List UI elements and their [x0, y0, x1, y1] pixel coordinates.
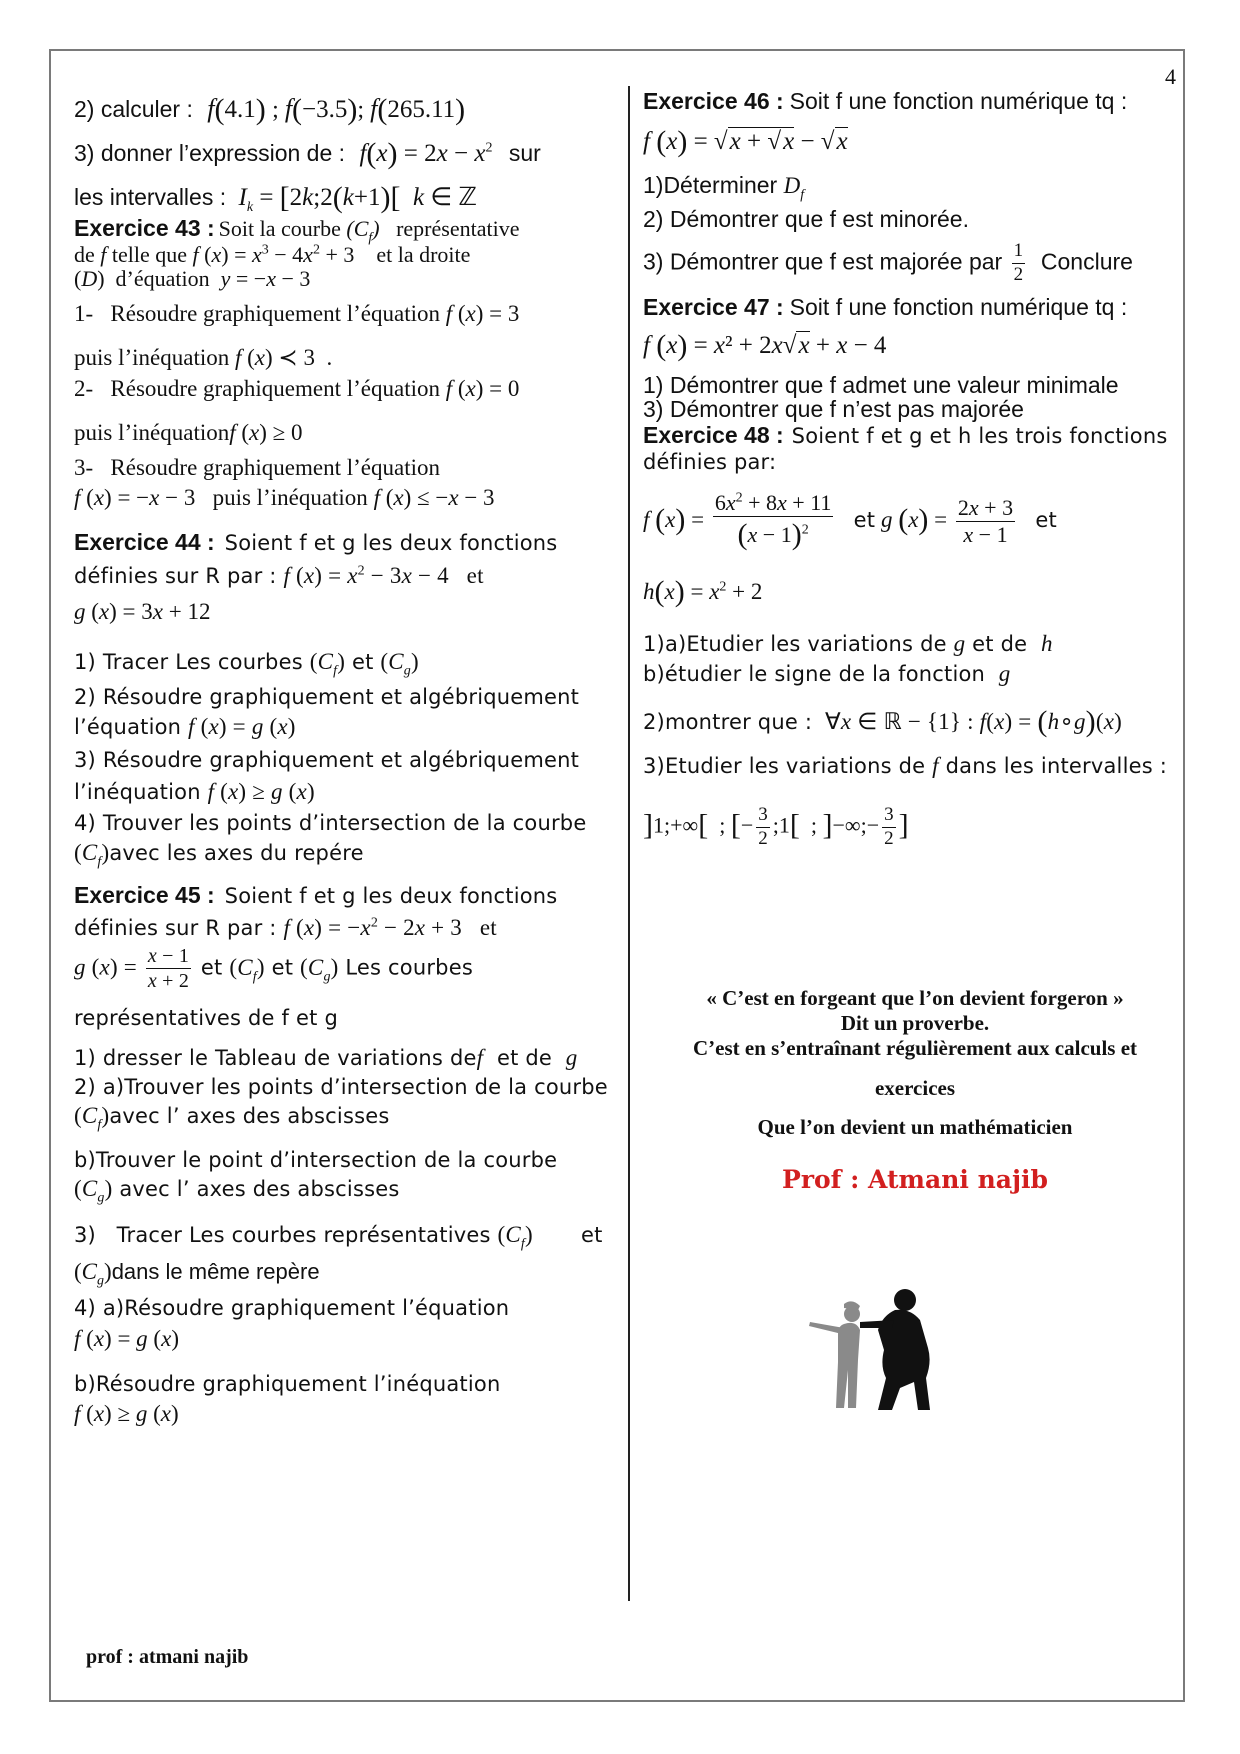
ex47-title: Exercice 47 : [643, 294, 784, 320]
quote-line4: exercices [874, 1076, 956, 1100]
ex45-q4b: f (x) = g (x) [74, 1326, 179, 1351]
ex46-q1: 1)Déterminer $D_f$ [643, 172, 805, 203]
quote-line3: C’est en s’entraînant régulièrement aux calculs et [692, 1036, 1138, 1060]
ex45-q4c: b)Résoudre graphiquement l’inéquation [74, 1372, 501, 1396]
ex43-q1b: puis l’inéquation f (x) ≺ 3 . [74, 345, 333, 370]
ex43-header: Exercice 43 : Soit la courbe $(C_f)$ représentative [74, 215, 520, 246]
ex47-q1: 1) Démontrer que f admet une valeur minimale [643, 372, 1119, 398]
ex45-q2d: $(C_g)$ avec l’ axes des abscisses [74, 1176, 400, 1206]
ex45-q2c: b)Trouver le point d’intersection de la courbe [74, 1148, 558, 1172]
quote-line1: « C’est en forgeant que l’on devient forgeron » [706, 986, 1124, 1010]
ex44-line2: définies sur R par : f $(x) = x^2 - 3x - 4$ et [74, 563, 484, 588]
ex43-q3: 3- Résoudre graphiquement l’équation [74, 455, 440, 480]
ex43-line3: (D) d’équation y = −x − 3 [74, 266, 311, 291]
ex48-q1: 1)a)Etudier les variations de g et de h [643, 631, 1053, 656]
ex45-line2: définies sur R par : f $(x) = -x^2 - 2x + 3$ et [74, 915, 497, 940]
ex45-q3b: $(C_g)dans$ le même repère [74, 1259, 320, 1289]
ex46-function: f (x) = √x + √x − √x [643, 125, 848, 158]
ex45-q1: 1) dresser le Tableau de variations def et de g [74, 1045, 578, 1070]
ex48-title: Exercice 48 : [643, 422, 784, 448]
ex48-h: $h(x) = x^2 + 2$ [643, 575, 763, 608]
ex44-q3: 3) Résoudre graphiquement et algébriquement [74, 748, 580, 772]
ex48-functions: f (x) = $\frac{6x^2 + 8x + 11}{(x - 1)^2}$ et g (x) = $\frac{2x + 3}{x - 1}$ et [643, 490, 1057, 552]
ex46-title: Exercice 46 : [643, 88, 784, 114]
column-divider [628, 86, 630, 1601]
ex43-line2: de f telle que f $(x) = x^3 - 4x^2 + 3$ et la droite [74, 242, 471, 267]
page-number: 4 [1165, 64, 1176, 89]
ex44-q2: 2) Résoudre graphiquement et algébriquement [74, 685, 580, 709]
footer-author: prof : atmani najib [86, 1646, 249, 1668]
ex43-q2b: puis l’inéquationf (x) ≥ 0 [74, 420, 303, 445]
ex48-line2: définies par: [643, 450, 777, 474]
ex42-q3-intervals: les intervalles : $I_k$ = [2k;2(k+1)[ k ∈ ℤ [74, 181, 477, 215]
ex46-header: Exercice 46 : Soit f une fonction numérique tq : [643, 88, 1128, 114]
ex48-q3: 3)Etudier les variations de f dans les intervalles : [643, 753, 1168, 778]
quote-line2: Dit un proverbe. [840, 1011, 990, 1035]
ex44-line3: g (x) = 3x + 12 [74, 599, 211, 624]
ex46-q3: 3) Démontrer que f est majorée par $\frac{1}{2}$ Conclure [643, 240, 1133, 285]
ex46-q2: 2) Démontrer que f est minorée. [643, 206, 969, 232]
ex47-function: f (x) = x² + 2x√x + x − 4 [643, 329, 887, 362]
ex45-header: Exercice 45 : Soient f et g les deux fonctions [74, 882, 558, 908]
ex45-title: Exercice 45 : [74, 882, 215, 908]
ex44-title: Exercice 44 : [74, 529, 215, 555]
ex43-q3b: f (x) = −x − 3 puis l’inéquation f (x) ≤ −x − 3 [74, 485, 495, 510]
ex45-q4: 4) a)Résoudre graphiquement l’équation [74, 1296, 510, 1320]
ex44-q3b: l’inéquation f (x) ≥ g (x) [74, 779, 315, 804]
ex48-header: Exercice 48 : Soient f et g et h les trois fonctions [643, 422, 1168, 448]
ex48-q1b: b)étudier le signe de la fonction g [643, 661, 1011, 686]
ex45-q2: 2) a)Trouver les points d’intersection de la courbe [74, 1075, 608, 1099]
ex45-q4d: f (x) ≥ g (x) [74, 1401, 179, 1426]
ex48-intervals: ]1;+∞[ ; [− $\frac{3}{2}$ ;1[ ; ]−∞;− $\frac{3}{2}$ ] [643, 804, 909, 849]
ex44-q2b: l’équation f (x) = g (x) [74, 714, 296, 739]
ex44-header: Exercice 44 : Soient f et g les deux fonctions [74, 529, 558, 555]
silhouette-illustration [800, 1270, 950, 1415]
ex43-title: Exercice 43 : [74, 215, 215, 241]
quote-line5: Que l’on devient un mathématicien [757, 1115, 1073, 1139]
ex45-line4: représentatives de f et g [74, 1006, 338, 1030]
ex44-q4b: $(C_f)avec$ les axes du repére [74, 840, 364, 870]
ex43-q1: 1- Résoudre graphiquement l’équation f (x) = 3 [74, 301, 520, 326]
ex47-q3: 3) Démontrer que f n’est pas majorée [643, 396, 1024, 422]
ex43-q2: 2- Résoudre graphiquement l’équation f (x) = 0 [74, 376, 520, 401]
ex44-q4: 4) Trouver les points d’intersection de la courbe [74, 811, 587, 835]
ex42-q3: 3) donner l’expression de : $f(x) = 2x - x^2$ sur [74, 137, 541, 170]
ex45-line3: g (x) = $\frac{x - 1}{x + 2}$ et $(C_f)$ et $(C_g)$ Les courbes [74, 945, 473, 992]
ex42-q2: 2) calculer : f(4.1) ; f(−3.5); f(265.11) [74, 93, 466, 126]
ex48-q2: 2)montrer que : ∀x ∈ ℝ − {1} : f(x) = (h∘g)(x) [643, 705, 1122, 738]
ex45-q2b: $(C_f)avec$ l’ axes des abscisses [74, 1103, 390, 1133]
ex45-q3: 3) Tracer Les courbes représentatives $(C_f)$ et [74, 1222, 603, 1252]
ex44-q1: 1) Tracer Les courbes $(C_f)$ et $(C_g)$ [74, 649, 419, 679]
ex47-header: Exercice 47 : Soit f une fonction numérique tq : [643, 294, 1128, 320]
author-credit: Prof : Atmani najib [782, 1165, 1048, 1194]
